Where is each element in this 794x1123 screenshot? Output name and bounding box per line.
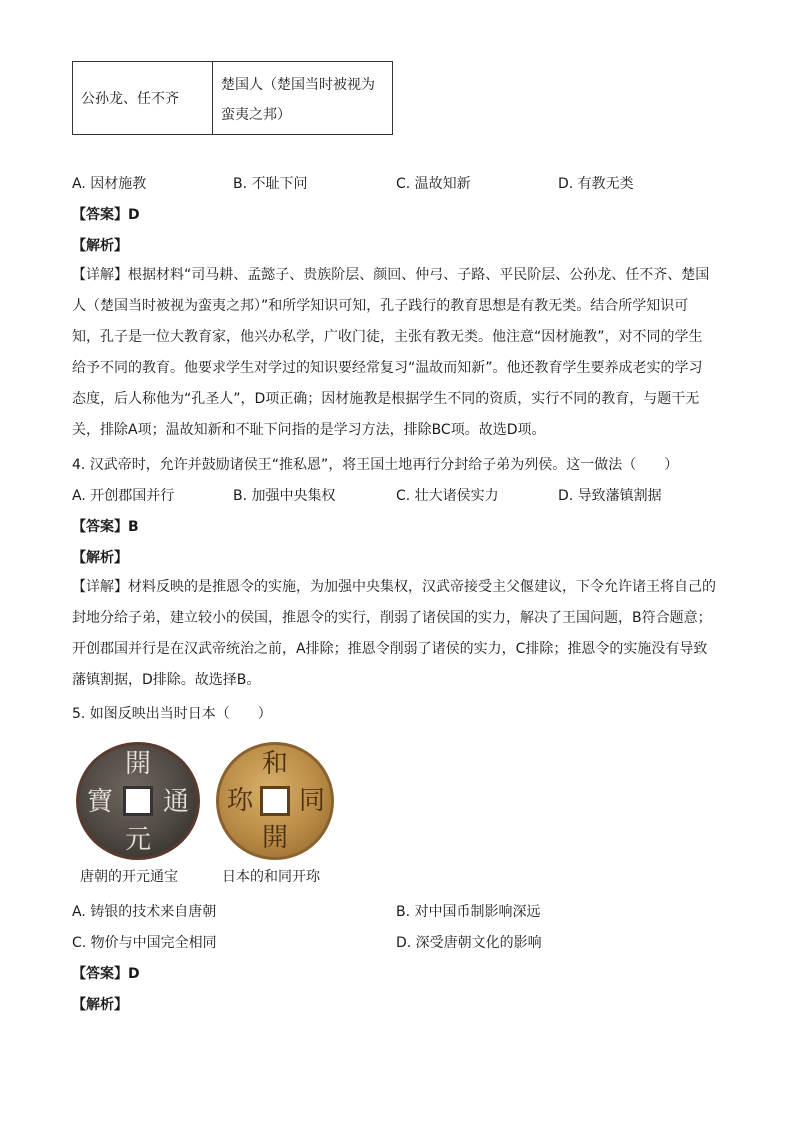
q4-detail-line: 【详解】材料反映的是推恩令的实施，为加强中央集权，汉武帝接受主父偃建议，下令允许诸王将自己的 <box>72 579 716 595</box>
table-cell-names <box>73 62 213 134</box>
q5-option-a: A. 铸银的技术来自唐朝 <box>72 904 217 920</box>
q3-option-d: D. 有教无类 <box>558 176 634 192</box>
coin-char-top: 開 <box>125 749 152 779</box>
coin-char-right: 同 <box>299 786 326 816</box>
coin-char-left: 寶 <box>87 787 114 817</box>
q3-option-c: C. 温故知新 <box>396 176 471 192</box>
q4-option-d: D. 导致藩镇割据 <box>558 488 662 504</box>
q5-option-d: D. 深受唐朝文化的影响 <box>396 935 542 951</box>
q4-answer: 【答案】B <box>72 519 139 535</box>
q3-detail-line: 【详解】根据材料“司马耕、孟懿子、贵族阶层、颜回、仲弓、子路、平民阶层、公孙龙、任不齐、楚国 <box>72 267 710 283</box>
q4-detail-line: 开创郡国并行是在汉武帝统治之前，A排除；推恩令削弱了诸侯的实力，C排除；推恩令的实施没有导致 <box>72 641 708 657</box>
q3-detail-line: 关，排除A项；温故知新和不耻下问指的是学习方法，排除BC项。故选D项。 <box>72 422 546 438</box>
q3-detail-line: 给予不同的教育。他要求学生对学过的知识要经常复习“温故而知新”。他还教育学生要养成老实的学习 <box>72 360 703 376</box>
q5-option-c: C. 物价与中国完全相同 <box>72 935 217 951</box>
coin-char-left: 珎 <box>227 786 254 816</box>
coin1-caption: 唐朝的开元通宝 <box>80 869 178 885</box>
q3-option-a: A. 因材施教 <box>72 176 147 192</box>
table-cell-origin-line1: 楚国人（楚国当时被视为 <box>221 77 375 93</box>
coin-square-hole <box>260 786 290 816</box>
q4-detail <box>72 572 724 696</box>
q3-detail-line: 知，孔子是一位大教育家，他兴办私学，广收门徒，主张有教无类。他注意“因材施教”，对不同的学生 <box>72 329 703 345</box>
coin2-caption: 日本的和同开珎 <box>222 869 320 885</box>
q4-option-a: A. 开创郡国并行 <box>72 488 175 504</box>
table-cell-names-text: 公孙龙、任不齐 <box>81 91 179 107</box>
q5-answer: 【答案】D <box>72 966 140 982</box>
coin-char-right: 通 <box>163 787 190 817</box>
coin-char-bottom: 元 <box>125 825 152 855</box>
q4-question: 4. 汉武帝时，允许并鼓励诸侯王“推私恩”，将王国土地再行分封给子弟为列侯。这一做法（ ） <box>72 457 679 473</box>
q4-detail-line: 封地分给子弟，建立较小的侯国，推恩令的实行，削弱了诸侯国的实力，解决了王国问题，B符合题意； <box>72 610 712 626</box>
q3-detail-line: 人（楚国当时被视为蛮夷之邦）”和所学知识可知，孔子践行的教育思想是有教无类。结合所学知识可 <box>72 298 689 314</box>
q4-analysis-label: 【解析】 <box>72 550 128 566</box>
material-table-row <box>72 61 393 135</box>
q3-answer: 【答案】D <box>72 207 140 223</box>
q5-option-b: B. 对中国币制影响深远 <box>396 904 541 920</box>
q4-detail-line: 藩镇割据，D排除。故选择B。 <box>72 672 261 688</box>
q5-analysis-label: 【解析】 <box>72 997 128 1013</box>
coin-char-top: 和 <box>262 749 289 779</box>
q3-option-b: B. 不耻下问 <box>233 176 308 192</box>
q3-detail-line: 态度，后人称他为“孔圣人”，D项正确；因材施教是根据学生不同的资质，实行不同的教育，与题干无 <box>72 391 700 407</box>
coin-char-bottom: 開 <box>262 823 289 853</box>
wadokaichin-coin-image <box>216 742 334 860</box>
table-cell-origin <box>213 62 392 134</box>
q3-detail <box>72 260 724 446</box>
q5-question: 5. 如图反映出当时日本（ ） <box>72 706 272 722</box>
kaiyuan-tongbao-coin-image <box>76 742 200 860</box>
q4-option-b: B. 加强中央集权 <box>233 488 336 504</box>
table-cell-origin-line2: 蛮夷之邦） <box>221 107 291 123</box>
q4-option-c: C. 壮大诸侯实力 <box>396 488 499 504</box>
coin-square-hole <box>123 786 153 816</box>
q3-analysis-label: 【解析】 <box>72 238 128 254</box>
